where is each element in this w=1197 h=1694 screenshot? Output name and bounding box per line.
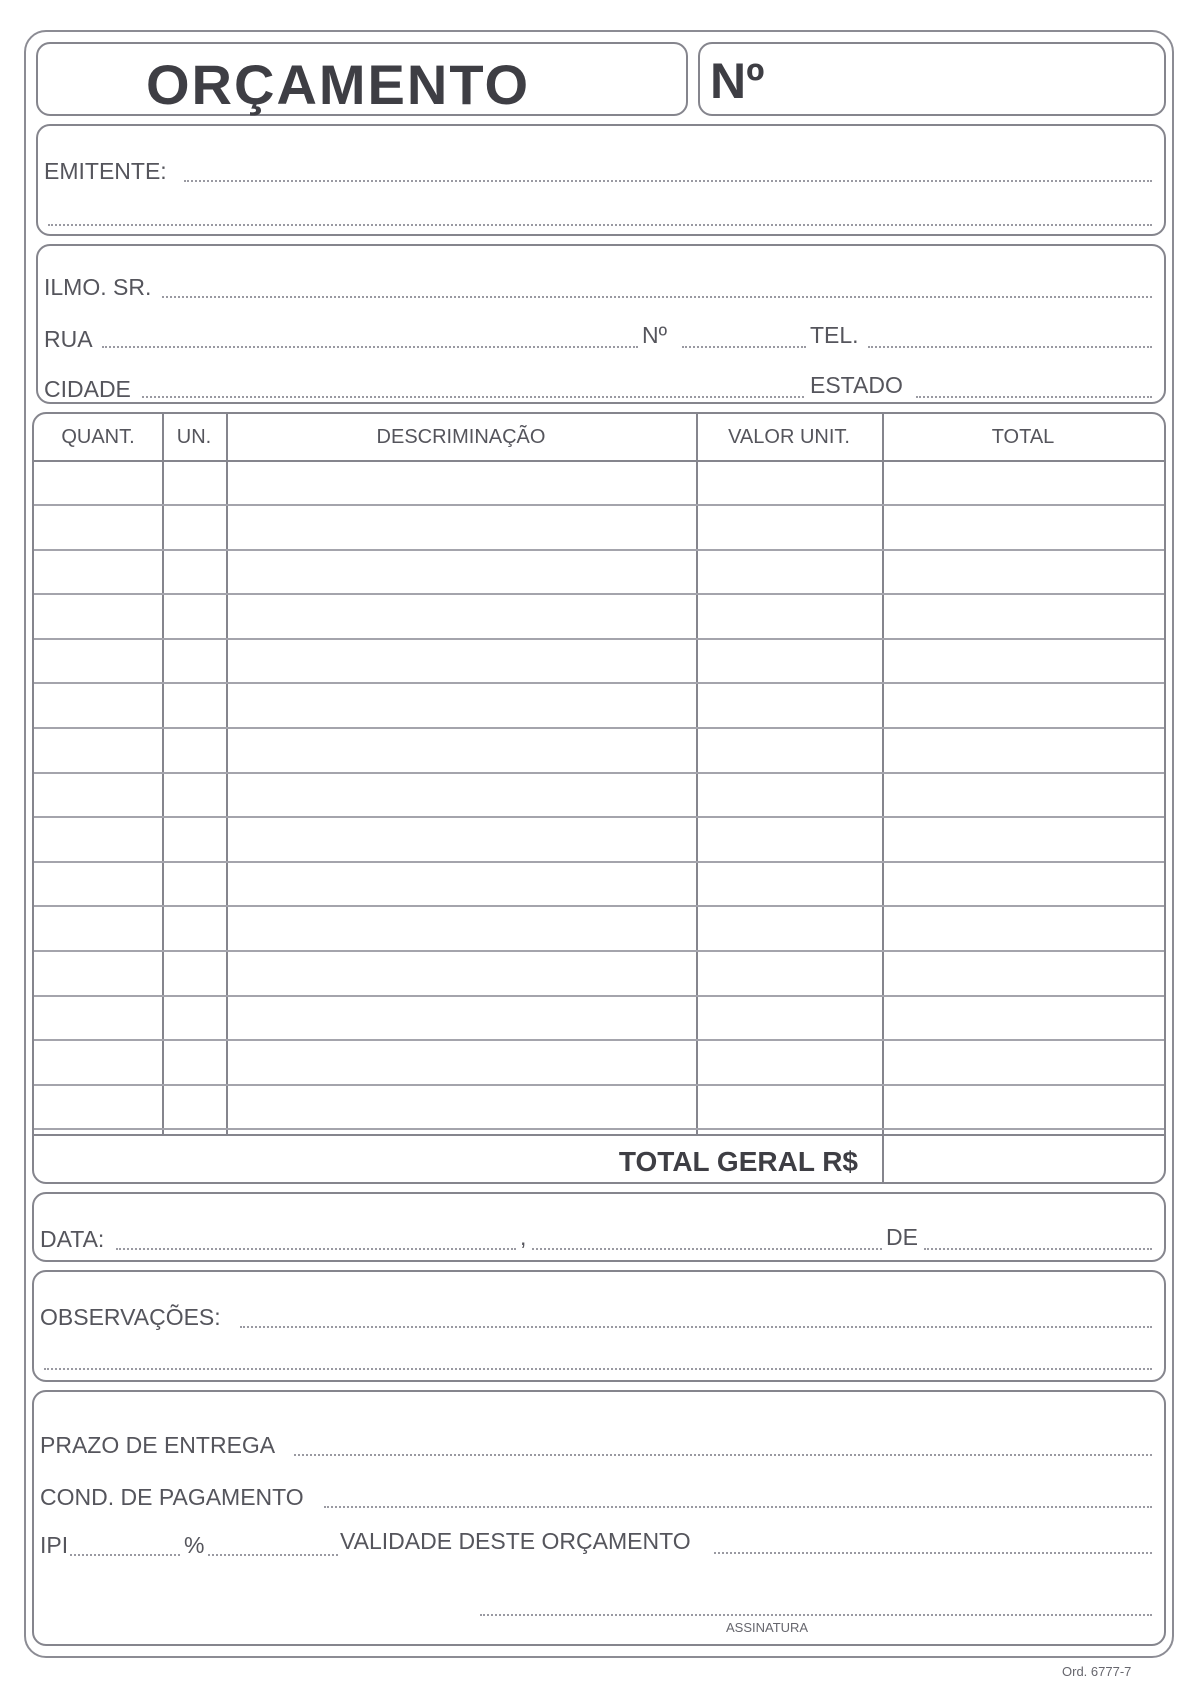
date-section <box>32 1192 1166 1262</box>
rua-numero-label: Nº <box>642 322 668 348</box>
de-label: DE <box>886 1224 918 1250</box>
signature-line[interactable] <box>480 1614 1152 1616</box>
observacoes-label: OBSERVAÇÕES: <box>40 1304 221 1330</box>
prazo-field[interactable] <box>294 1454 1152 1456</box>
rua-numero-field[interactable] <box>682 346 806 348</box>
col-quant-header: QUANT. <box>61 426 135 448</box>
total-geral-label: TOTAL GERAL R$ <box>618 1146 858 1177</box>
data-label: DATA: <box>40 1226 105 1252</box>
assinatura-label: ASSINATURA <box>726 1620 809 1635</box>
month-field[interactable] <box>532 1248 882 1250</box>
observacoes-field-line2[interactable] <box>44 1368 1152 1370</box>
form-code: Ord. 6777-7 <box>1062 1664 1132 1679</box>
ipi-field[interactable] <box>70 1554 180 1556</box>
col-divider <box>226 414 228 1136</box>
form-number-label: Nº <box>710 53 765 109</box>
table-row-line <box>34 1084 1164 1086</box>
table-row-line <box>34 995 1164 997</box>
table-header <box>34 414 1164 462</box>
tel-label: TEL. <box>810 322 859 348</box>
emitente-field-line2[interactable] <box>48 224 1152 226</box>
ilmo-field[interactable] <box>162 296 1152 298</box>
observacoes-field[interactable] <box>240 1326 1152 1328</box>
percent-field[interactable] <box>208 1554 338 1556</box>
estado-label: ESTADO <box>810 372 903 398</box>
table-row-line <box>34 727 1164 729</box>
table-row-line <box>34 593 1164 595</box>
total-geral-field[interactable] <box>884 1136 1164 1182</box>
year-field[interactable] <box>924 1248 1152 1250</box>
form-title: ORÇAMENTO <box>146 53 531 116</box>
emitente-label: EMITENTE: <box>44 158 167 184</box>
table-row-line <box>34 861 1164 863</box>
table-row-line <box>34 1128 1164 1130</box>
prazo-label: PRAZO DE ENTREGA <box>40 1432 276 1458</box>
pagamento-field[interactable] <box>324 1506 1152 1508</box>
col-valor-unit-header: VALOR UNIT. <box>728 426 850 448</box>
emitente-field[interactable] <box>184 180 1152 182</box>
table-row-line <box>34 950 1164 952</box>
terms-section <box>32 1390 1166 1646</box>
percent-label: % <box>184 1532 205 1558</box>
col-total-header: TOTAL <box>991 426 1055 448</box>
rua-label: RUA <box>44 326 93 352</box>
cidade-field[interactable] <box>142 396 804 398</box>
day-field[interactable] <box>116 1248 516 1250</box>
observations-section <box>32 1270 1166 1382</box>
title-box <box>36 42 688 116</box>
form-number-field[interactable] <box>790 54 1150 106</box>
pagamento-label: COND. DE PAGAMENTO <box>40 1484 304 1510</box>
validade-label: VALIDADE DESTE ORÇAMENTO <box>340 1528 691 1554</box>
items-table <box>32 412 1166 1184</box>
validade-field[interactable] <box>714 1552 1152 1554</box>
col-un-header: UN. <box>176 426 212 448</box>
col-descr-header: DESCRIMINAÇÃO <box>376 426 546 448</box>
ipi-label: IPI <box>40 1532 69 1558</box>
ilmo-label: ILMO. SR. <box>44 274 152 300</box>
budget-form-sheet <box>24 30 1174 1658</box>
client-section <box>36 244 1166 404</box>
rua-field[interactable] <box>102 346 638 348</box>
table-row-line <box>34 772 1164 774</box>
tel-field[interactable] <box>868 346 1152 348</box>
estado-field[interactable] <box>916 396 1152 398</box>
cidade-label: CIDADE <box>44 376 131 402</box>
date-comma: , <box>520 1224 527 1250</box>
table-row-line <box>34 816 1164 818</box>
table-row-line <box>34 638 1164 640</box>
col-divider <box>882 414 884 1184</box>
table-row-line <box>34 1039 1164 1041</box>
table-row-line <box>34 504 1164 506</box>
table-row-line <box>34 682 1164 684</box>
number-box <box>698 42 1166 116</box>
col-divider <box>162 414 164 1136</box>
table-row-line <box>34 905 1164 907</box>
table-row-line <box>34 549 1164 551</box>
col-divider <box>696 414 698 1136</box>
emitente-section <box>36 124 1166 236</box>
